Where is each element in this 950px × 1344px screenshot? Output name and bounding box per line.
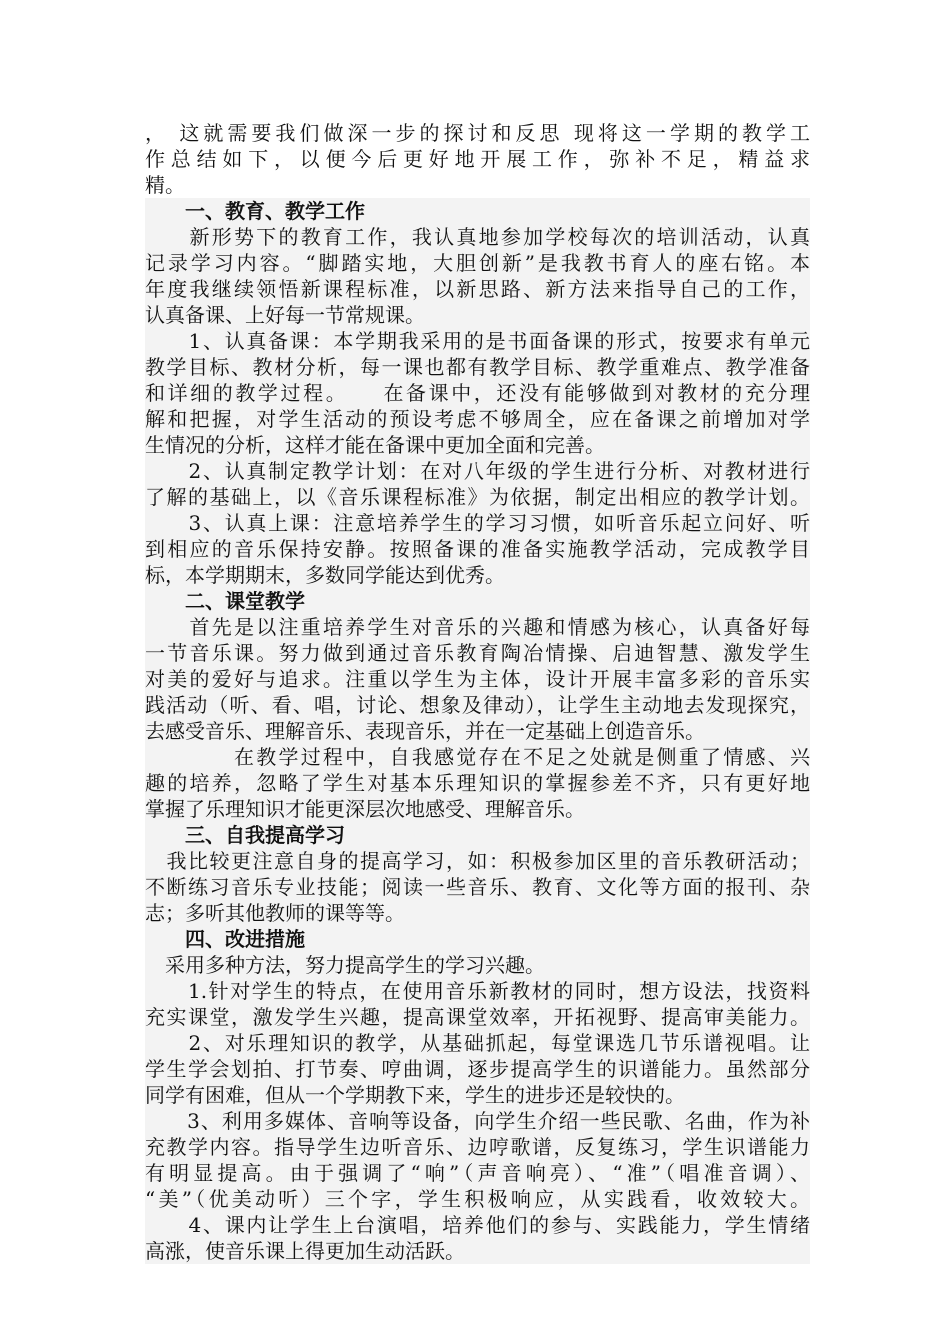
text-line: 作总结如下，以便今后更好地开展工作，弥补不足，精益求 bbox=[145, 147, 810, 171]
text-line: 年度我继续领悟新课程标准，以新思路、新方法来指导自己的工作， bbox=[145, 277, 810, 301]
document-page bbox=[145, 120, 810, 1264]
text-line: 标，本学期期末，多数同学能达到优秀。 bbox=[145, 562, 810, 588]
text-line: 解和把握，对学生活动的预设考虑不够周全，应在备课之前增加对学 bbox=[145, 407, 810, 431]
text-line: 不断练习音乐专业技能；阅读一些音乐、教育、文化等方面的报刊、杂 bbox=[145, 875, 810, 899]
text-line: 有明显提高。由于强调了“响”（声音响亮）、“准”（唱准音调）、 bbox=[145, 1161, 810, 1185]
text-line: 掌握了乐理知识才能更深层次地感受、理解音乐。 bbox=[145, 796, 810, 822]
section-heading: 一、教育、教学工作 bbox=[145, 198, 810, 224]
section-heading: 三、自我提高学习 bbox=[145, 822, 810, 848]
text-line: 去感受音乐、理解音乐、表现音乐，并在一定基础上创造音乐。 bbox=[145, 718, 810, 744]
text-line: 新形势下的教育工作，我认真地参加学校每次的培训活动，认真 bbox=[145, 225, 810, 249]
section-heading: 二、课堂教学 bbox=[145, 588, 810, 614]
text-line: 趣的培养，忽略了学生对基本乐理知识的掌握参差不齐，只有更好地 bbox=[145, 771, 810, 795]
text-line: 2、认真制定教学计划：在对八年级的学生进行分析、对教材进行 bbox=[145, 459, 810, 483]
section-heading: 四、改进措施 bbox=[145, 926, 810, 952]
text-line: 践活动（听、看、唱，讨论、想象及律动），让学生主动地去发现探究， bbox=[145, 693, 810, 717]
text-line: 同学有困难，但从一个学期教下来，学生的进步还是较快的。 bbox=[145, 1082, 810, 1108]
text-line: 4、课内让学生上台演唱，培养他们的参与、实践能力，学生情绪 bbox=[145, 1213, 810, 1237]
text-line: 志；多听其他教师的课等等。 bbox=[145, 900, 810, 926]
text-line: 充实课堂，激发学生兴趣，提高课堂效率，开拓视野、提高审美能力。 bbox=[145, 1005, 810, 1029]
text-line: 采用多种方法，努力提高学生的学习兴趣。 bbox=[145, 952, 810, 978]
text-line: 1.针对学生的特点，在使用音乐新教材的同时，想方设法，找资料 bbox=[145, 979, 810, 1003]
text-line: 2、对乐理知识的教学，从基础抓起，每堂课选几节乐谱视唱。让 bbox=[145, 1031, 810, 1055]
text-line: 一节音乐课。努力做到通过音乐教育陶冶情操、启迪智慧、激发学生 bbox=[145, 641, 810, 665]
text-line: 和详细的教学过程。 在备课中，还没有能够做到对教材的充分理 bbox=[145, 381, 810, 405]
text-line: 首先是以注重培养学生对音乐的兴趣和情感为核心，认真备好每 bbox=[145, 615, 810, 639]
text-line: 认真备课、上好每一节常规课。 bbox=[145, 302, 810, 328]
text-line: 教学目标、教材分析，每一课也都有教学目标、教学重难点、教学准备 bbox=[145, 355, 810, 379]
text-line: 我比较更注意自身的提高学习，如：积极参加区里的音乐教研活动； bbox=[145, 849, 810, 873]
text-line: 3、认真上课：注意培养学生的学习习惯，如听音乐起立问好、听 bbox=[145, 511, 810, 535]
text-line: 3、利用多媒体、音响等设备，向学生介绍一些民歌、名曲，作为补 bbox=[145, 1109, 810, 1133]
text-line: 高涨，使音乐课上得更加生动活跃。 bbox=[145, 1238, 810, 1264]
text-line: 生情况的分析，这样才能在备课中更加全面和完善。 bbox=[145, 432, 810, 458]
text-line: “美”（优美动听）三个字，学生积极响应，从实践看，收效较大。 bbox=[145, 1187, 810, 1211]
text-line: 学生学会划拍、打节奏、哼曲调，逐步提高学生的识谱能力。虽然部分 bbox=[145, 1057, 810, 1081]
text-line: 充教学内容。指导学生边听音乐、边哼歌谱，反复练习，学生识谱能力 bbox=[145, 1135, 810, 1159]
text-line: 到相应的音乐保持安静。按照备课的准备实施教学活动，完成教学目 bbox=[145, 537, 810, 561]
text-line: 记录学习内容。“脚踏实地，大胆创新”是我教书育人的座右铭。本 bbox=[145, 251, 810, 275]
text-line: 1、认真备课：本学期我采用的是书面备课的形式，按要求有单元 bbox=[145, 329, 810, 353]
text-line: 对美的爱好与追求。注重以学生为主体，设计开展丰富多彩的音乐实 bbox=[145, 667, 810, 691]
text-line: 在教学过程中，自我感觉存在不足之处就是侧重了情感、兴 bbox=[145, 745, 810, 769]
text-line: 了解的基础上，以《音乐课程标准》为依据，制定出相应的教学计划。 bbox=[145, 485, 810, 509]
text-line: ， 这就需要我们做深一步的探讨和反思 现将这一学期的教学工 bbox=[145, 121, 810, 145]
text-line: 精。 bbox=[145, 173, 185, 197]
